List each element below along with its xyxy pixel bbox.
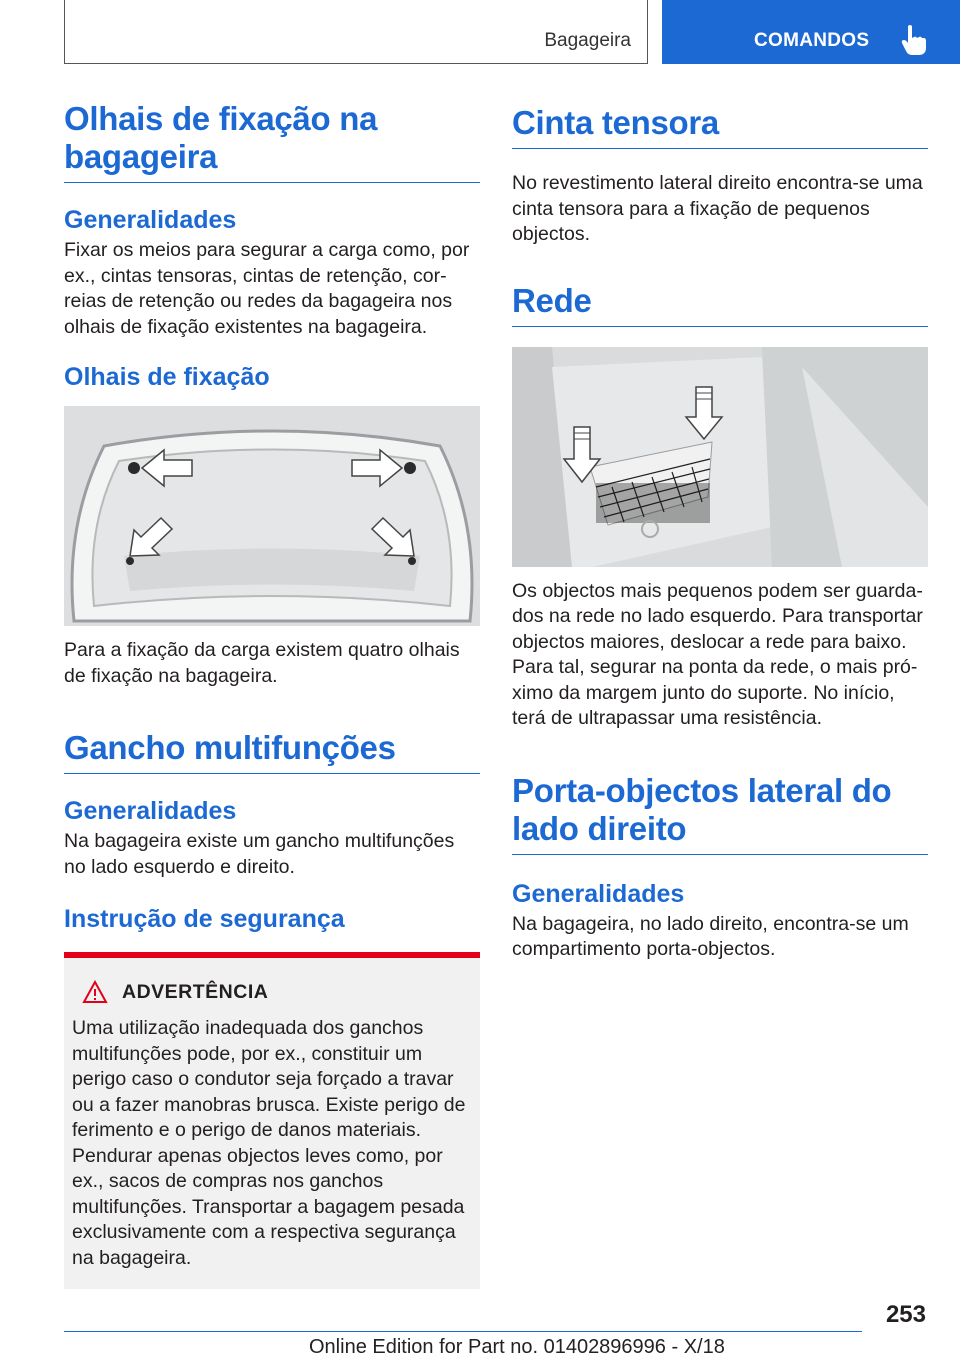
heading-olhais-fixacao: Olhais de fixação	[64, 363, 270, 391]
header-chapter-label: COMANDOS	[754, 30, 870, 51]
warning-title: ADVERTÊNCIA	[122, 980, 269, 1003]
title-rule	[64, 773, 480, 774]
paragraph-generalidades-3: Na bagageira, no lado direito, encontra-se um compartimento porta-objectos.	[512, 912, 909, 960]
title-rule	[512, 854, 928, 855]
title-olhais-fixacao: Olhais de fixação na bagageira	[64, 100, 378, 175]
figure-trunk-tie-down-points	[64, 406, 480, 626]
title-rule	[64, 182, 480, 183]
figure-trunk-net	[512, 347, 928, 567]
header-chapter-tab	[662, 0, 960, 64]
page-number: 253	[885, 1301, 926, 1328]
trunk-illustration	[64, 406, 480, 626]
right-column	[512, 100, 928, 963]
paragraph-generalidades-2: Na bagageira existe um gancho multifunções no lado esquerdo e direito.	[64, 830, 455, 878]
warning-header	[72, 980, 472, 1004]
header-section-box	[64, 0, 648, 64]
heading-instrucao-seguranca: Instrução de segurança	[64, 905, 345, 933]
heading-generalidades-1: Generalidades	[64, 206, 237, 234]
title-rede: Rede	[512, 281, 592, 319]
warning-text: Uma utilização inadequada dos ganchos multifunções pode, por ex., constituir um perigo caso o condutor seja forçado a travar ou a fazer manobras brusca. Existe perigo de ferimento e o perigo de danos materiais. Pendurar apenas objectos leves como, por ex., sacos de compras nos ganchos multifunções. Transportar a bagagem pesada exclusivamente com a respectiva segurança na bagageira.	[72, 1017, 466, 1269]
title-porta-objectos: Porta-objectos lateral do lado direito	[512, 771, 892, 847]
paragraph-generalidades-1: Fixar os meios para segurar a carga como, por ex., cintas tensoras, cintas de retenção, correias de retenção ou redes da bagageira nos olhais de fixação existentes na bagageira.	[64, 239, 470, 338]
title-rule	[512, 326, 928, 327]
heading-generalidades-2: Generalidades	[64, 797, 237, 825]
warning-triangle-icon	[82, 980, 108, 1004]
footer-edition: Online Edition for Part no. 01402896996 - X/18	[309, 1336, 725, 1358]
left-column	[64, 100, 480, 1289]
heading-generalidades-3: Generalidades	[512, 879, 685, 908]
pointing-hand-icon	[900, 24, 928, 56]
header-section-title: Bagageira	[544, 30, 631, 51]
warning-box	[64, 952, 480, 1289]
title-cinta-tensora: Cinta tensora	[512, 104, 719, 141]
net-illustration	[512, 347, 928, 567]
title-rule	[512, 148, 928, 149]
paragraph-rede: Os objectos mais pequenos podem ser guardados na rede no lado esquerdo. Para transportar objectos maiores, deslocar a rede para baixo. Para tal, segurar na ponta da rede, o mais próximo da margem junto do suporte. No início, terá de ultrapassar uma resistência.	[512, 579, 923, 729]
footer-rule	[64, 1331, 862, 1332]
paragraph-cinta-tensora: No revestimento lateral direito encontra-se uma cinta tensora para a fixação de pequenos objectos.	[512, 172, 923, 245]
title-gancho-multifuncoes: Gancho multifunções	[64, 729, 396, 766]
paragraph-olhais-caption: Para a fixação da carga existem quatro olhais de fixação na bagageira.	[64, 639, 460, 687]
